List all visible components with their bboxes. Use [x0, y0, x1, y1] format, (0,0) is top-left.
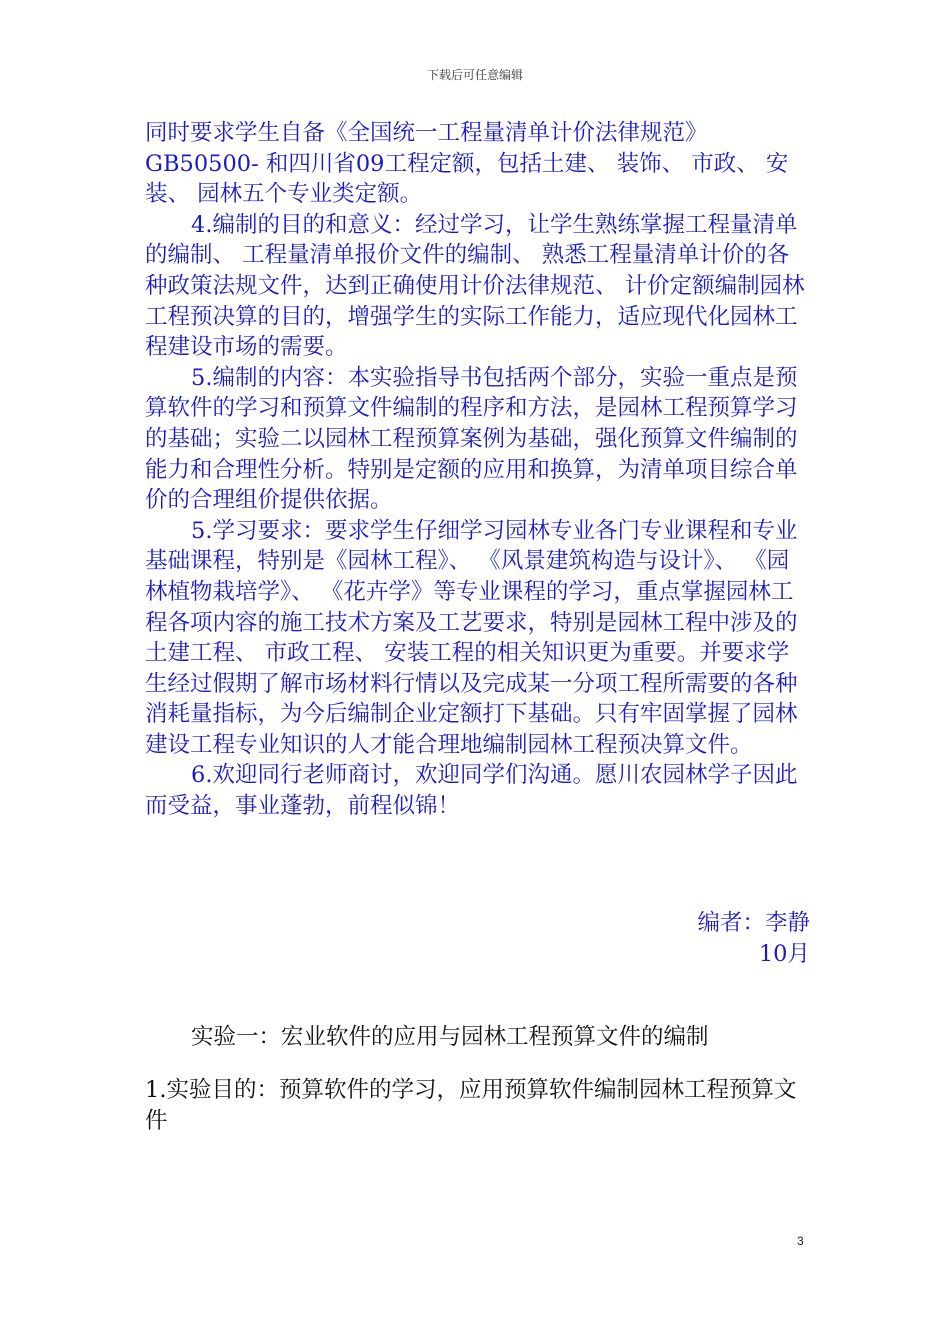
page-number: 3 [797, 1234, 804, 1248]
page-header: 下载后可任意编辑 [426, 68, 523, 82]
signature-date: 10月 [758, 940, 810, 967]
document-body [145, 118, 810, 1137]
paragraph-purpose: 4.编制的目的和意义：经过学习，让学生熟练掌握工程量清单的编制、 工程量清单报价文件的编制、 熟悉工程量清单计价的各种政策法规文件，达到正确使用计价法律规范、 计价定额编制园林工程预决算的目的，增强学生的实际工作能力，适应现代化园林工程建设市场的需要。 [145, 211, 805, 361]
paragraph-welcome: 6.欢迎同行老师商讨，欢迎同学们沟通。愿川农园林学子因此而受益，事业蓬勃，前程似锦！ [145, 762, 798, 820]
paragraph-learning-requirements: 5.学习要求：要求学生仔细学习园林专业各门专业课程和专业基础课程，特别是《园林工程》、 《风景建筑构造与设计》、 《园林植物栽培学》、 《花卉学》等专业课程的学习，重点掌握园林工程各项内容的施工技术方案及工艺要求，特别是园林工程中涉及的土建工程、 市政工程、 安装工程的相关知识更为重要。并要求学生经过假期了解市场材料行情以及完成某一分项工程所需要的各种消耗量指标，为今后编制企业定额打下基础。只有牢固掌握了园林建设工程专业知识的人才能合理地编制园林工程预决算文件。 [145, 517, 798, 758]
experiment-objective: 1.实验目的：预算软件的学习，应用预算软件编制园林工程预算文件 [145, 1076, 797, 1134]
paragraph-requirements-cont: 同时要求学生自备《全国统一工程量清单计价法律规范》GB50500- 和四川省09工程定额，包括土建、 装饰、 市政、 安装、 园林五个专业类定额。 [145, 120, 789, 208]
signature-author: 编者：李静 [697, 909, 810, 936]
experiment-title: 实验一：宏业软件的应用与园林工程预算文件的编制 [191, 1023, 709, 1050]
paragraph-content: 5.编制的内容：本实验指导书包括两个部分，实验一重点是预算软件的学习和预算文件编制的程序和方法，是园林工程预算学习的基础；实验二以园林工程预算案例为基础，强化预算文件编制的能力和合理性分析。特别是定额的应用和换算，为清单项目综合单价的合理组价提供依据。 [145, 364, 798, 514]
